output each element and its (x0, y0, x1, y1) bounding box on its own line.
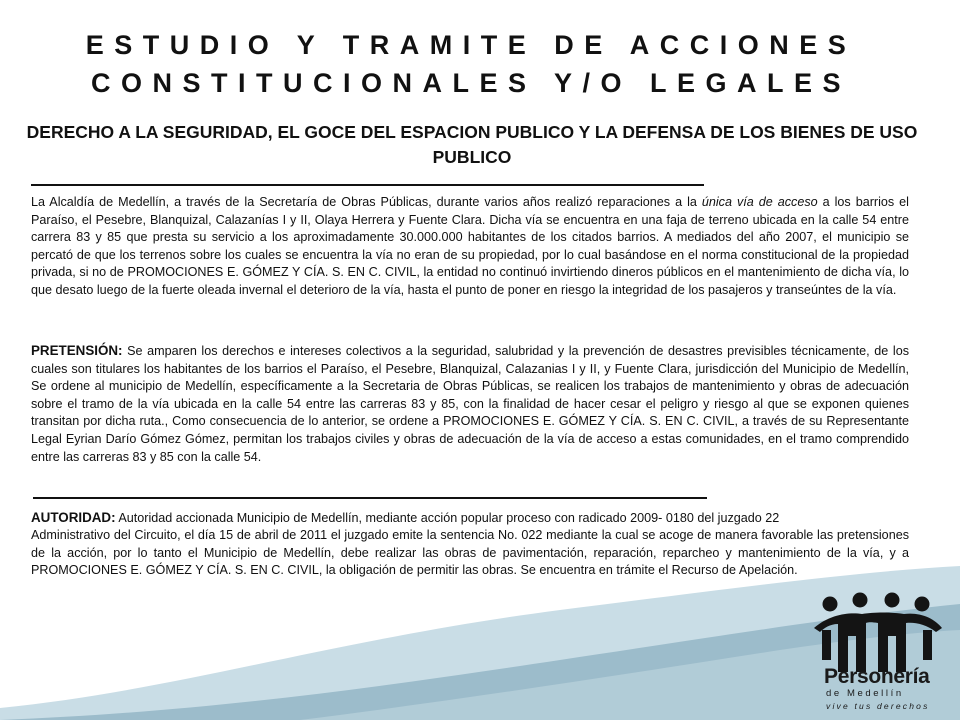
divider-bottom (33, 497, 707, 499)
paragraph-italic-text: única vía de acceso (701, 195, 818, 209)
autoridad-lead-text: Autoridad accionada Municipio de Medellín, mediante acción popular proceso con radicado 2009- 0180 del juzgado 22 (115, 511, 780, 525)
logo-name: Personería (824, 665, 930, 688)
paragraph-text-start: La Alcaldía de Medellín, a través de la Secretaría de Obras Públicas, durante varios años realizó reparaciones a la (31, 195, 702, 209)
personeria-logo (806, 592, 946, 716)
paragraph-text-end: a los barrios el Paraíso, el Pesebre, Blanquizal, Calazanías I y II, Olaya Herrera y Fuente Clara. Dicha vía se encuentra en una faja de terreno ubicada en la calle 54 entre carrera 83 y 85 que presta su servicio a los aproximadamente 30.000.000 habitantes de los citados barrios. A mediados del año 2007, el municipio se percató de que los terrenos sobre los cuales se encuentra la vía no eran de su propiedad, por lo cual basándose en el norma constitucional de la propiedad privada, si no de PROMOCIONES E. GÓMEZ Y CÍA. S. EN C. CIVIL, la entidad no continuó invirtiendo dineros públicos en el mantenimiento de dicha vía, lo que desato luego de la fuerte oleada invernal el deterioro de la vía, hasta el punto de poner en riesgo la integridad de los pasajeros y transeúntes de la vía. (31, 195, 909, 297)
autoridad-label: AUTORIDAD: (31, 510, 116, 525)
background-paragraph (31, 194, 909, 300)
autoridad-lead-line (31, 509, 909, 527)
pretension-text: Se amparen los derechos e intereses colectivos a la seguridad, salubridad y la prevención de desastres previsibles técnicamente, de los cuales son titulares los habitantes de los barrios el Paraíso, el Pesebre, Blanquizal, Calazanias I y II, y Fuente Clara, jurisdicción del Municipio de Medellín, Se ordene al municipio de Medellín, específicamente a la Secretaria de Obras Públicas, se realicen los trabajos de mantenimiento y obras de adecuación sobre el tramo de la vía ubicada en la calle 54 entre las carreras 83 y 85, con la finalidad de hacer cesar el peligro y riesgo al que se exponen quienes transitan por dicha ruta., Como consecuencia de lo anterior, se ordene a PROMOCIONES E. GÓMEZ Y CÍA. S. EN C. CIVIL, a través de su Representante Legal Eyrian Darío Gómez Gómez, permitan los trabajos civiles y obras de adecuación de la vía de acceso a estas comunidades, en el tramo comprendido entre las carreras 83 y 85 con la calle 54. (31, 344, 909, 464)
page-title (0, 26, 942, 102)
title-line-2: CONSTITUCIONALES Y/O LEGALES (90, 68, 852, 98)
autoridad-text: Administrativo del Circuito, el día 15 de abril de 2011 el juzgado emite la sentencia No. 022 mediante la cual se acoge de manera favorable las pretensiones de la acción, por lo tanto el Municipio de Medellín, debe realizar las obras de pavimentación, reparación, reparcheo y mantenimiento de la vía, y a PROMOCIONES E. GÓMEZ Y CÍA. S. EN C. CIVIL, la obligación de permitir las obras. Se encuentra en trámite el Recurso de Apelación. (31, 528, 909, 578)
logo-slogan: vive tus derechos (826, 701, 930, 711)
pretension-label: PRETENSIÓN: (31, 343, 123, 358)
page-subtitle: DERECHO A LA SEGURIDAD, EL GOCE DEL ESPACION PUBLICO Y LA DEFENSA DE LOS BIENES DE USO PUBLICO (26, 122, 918, 167)
people-group-icon (808, 592, 946, 672)
logo-city: de Medellín (826, 688, 904, 699)
divider-top (31, 184, 704, 186)
title-line-1: ESTUDIO Y TRAMITE DE ACCIONES (85, 30, 857, 60)
autoridad-paragraph (31, 509, 909, 580)
pretension-paragraph (31, 342, 909, 466)
